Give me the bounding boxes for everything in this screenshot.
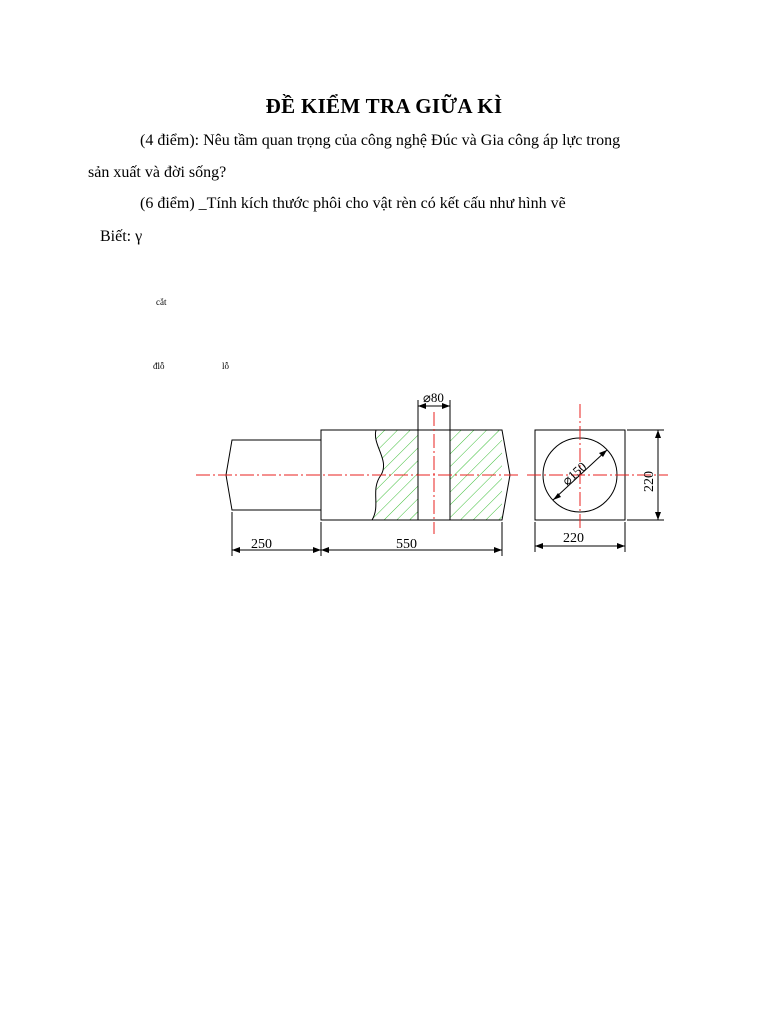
- question-1-line-1: (4 điểm): Nêu tầm quan trọng của công nghệ Đúc và Gia công áp lực trong: [140, 132, 621, 149]
- gamma-symbol: γ: [135, 228, 143, 245]
- dim-text-circle: ⌀150: [558, 458, 590, 489]
- given-label: Biết:: [100, 228, 132, 245]
- fragment-lo: lỗ: [222, 361, 230, 371]
- exam-title: ĐỀ KIỂM TRA GIỮA KÌ: [265, 94, 503, 118]
- fragment-dlo: đlỗ: [153, 361, 165, 371]
- dim-text-sq-height: 220: [642, 471, 657, 492]
- dim-text-hole: ⌀80: [423, 390, 444, 405]
- question-2-line-1: (6 điểm) _Tính kích thước phôi cho vật rèn có kết cấu như hình vẽ: [140, 195, 566, 212]
- fragment-cat: cắt: [156, 297, 167, 307]
- given-line: [100, 228, 142, 246]
- arrowheads: [232, 403, 661, 553]
- dim-text-sq-width: 220: [563, 531, 584, 546]
- question-1-line-2: sản xuất và đời sống?: [88, 164, 227, 181]
- dim-text-250: 250: [251, 537, 272, 552]
- forging-drawing: [0, 380, 768, 560]
- dim-text-550: 550: [396, 537, 417, 552]
